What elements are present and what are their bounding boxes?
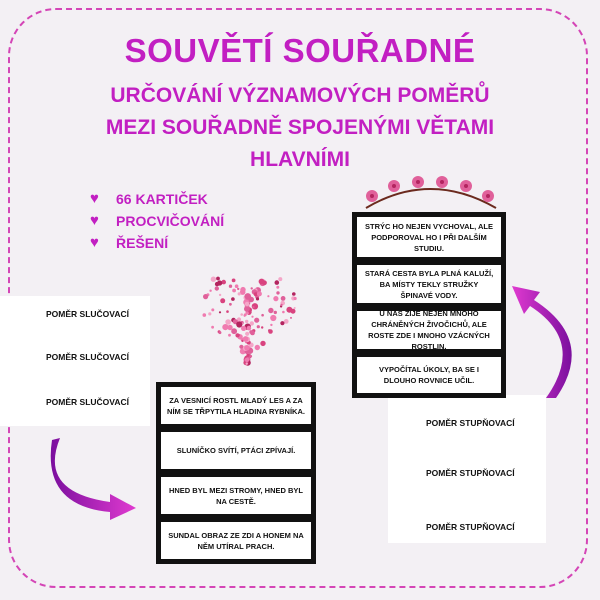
feature-label: PROCVIČOVÁNÍ [116, 213, 225, 229]
blossom-dot [245, 320, 248, 323]
sentence-card: STARÁ CESTA BYLA PLNÁ KALUŽÍ, BA MÍSTY TEKLY STRUŽKY ŠPINAVÉ VODY. [352, 260, 506, 308]
sentence-card: U NÁS ŽIJE NEJEN MNOHO CHRÁNĚNÝCH ŽIVOČICHŮ, ALE ROSTE ZDE I MNOHO VZÁCNÝCH ROSTLIN. [352, 306, 506, 354]
blossom-dot [217, 280, 222, 285]
blossom-dot [250, 331, 255, 336]
blossom-dot [270, 315, 276, 321]
blossom-dot [260, 341, 265, 346]
curved-arrow-icon [500, 282, 580, 402]
blossom-dot [216, 277, 220, 281]
blossom-dot [226, 310, 229, 313]
blossom-dot [232, 289, 236, 293]
blossom-dot [273, 296, 278, 301]
feature-label: ŘEŠENÍ [116, 235, 169, 251]
page-title: SOUVĚTÍ SOUŘADNÉ [124, 32, 476, 69]
blossom-dot [254, 318, 259, 323]
blossom-dot [237, 288, 239, 290]
blossom-dot [219, 294, 221, 296]
page-subtitle [60, 80, 540, 176]
sentence-card: VYPOČÍTAL ÚKOLY, BA SE I DLOUHO ROVNICE UČIL. [352, 352, 506, 398]
blossom-dot [215, 286, 219, 290]
blossom-dot [256, 297, 259, 300]
heart-icon: ♥ [90, 190, 99, 207]
blossom-dot [276, 286, 279, 289]
blossom-dot [268, 308, 273, 313]
blossom-dot [247, 326, 252, 331]
sentence-card: ZA VESNICÍ ROSTL MLADÝ LES A ZA NÍM SE TŘPYTILA HLADINA RYBNÍKA. [156, 382, 316, 429]
blossom-dot [243, 336, 249, 342]
subtitle-line: MEZI SOUŘADNĚ SPOJENÝMI VĚTAMI [105, 116, 495, 139]
sentence-card: SLUNÍČKO SVÍTÍ, PTÁCI ZPÍVAJÍ. [156, 427, 316, 474]
blossom-dot [218, 331, 221, 334]
feature-item [90, 188, 224, 210]
blossom-dot [268, 329, 273, 334]
blossom-dot [232, 279, 236, 283]
blossom-dot [219, 311, 221, 313]
blossom-dot [270, 324, 272, 326]
blossom-dot [248, 297, 254, 303]
subtitle-line: HLAVNÍMI [250, 148, 350, 171]
blossom-dot [238, 292, 241, 295]
blossom-dot [294, 307, 296, 309]
flower-arch-icon [358, 172, 503, 214]
blossom-dot [203, 294, 208, 299]
blossom-dot [249, 355, 252, 358]
blossom-dot [240, 313, 243, 316]
heart-icon: ♥ [90, 212, 99, 229]
blossom-dot [245, 296, 248, 299]
subtitle-line: URČOVÁNÍ VÝZNAMOVÝCH POMĚRŮ [110, 84, 490, 107]
blossom-dot [244, 306, 250, 312]
blossom-dot [229, 285, 232, 288]
blossom-dot [228, 334, 231, 337]
blossom-dot [281, 296, 286, 301]
blossom-dot [278, 277, 282, 281]
blossom-dot [211, 308, 214, 311]
blossom-dot [203, 313, 207, 317]
blossom-dot [257, 291, 262, 296]
blossom-dot [290, 317, 292, 319]
feature-item [90, 232, 224, 254]
blossom-dot [246, 312, 248, 314]
blossom-dot [280, 321, 284, 325]
blossom-dot [225, 319, 231, 325]
answer-label: POMĚR STUPŇOVACÍ [426, 418, 515, 428]
answer-label: POMĚR SLUČOVACÍ [46, 309, 129, 319]
blossom-dot [275, 280, 280, 285]
blossom-dot [276, 291, 279, 294]
blossom-dot [244, 313, 247, 316]
answer-label: POMĚR STUPŇOVACÍ [426, 522, 515, 532]
sentence-card: SUNDAL OBRAZ ZE ZDI A HONEM NA NĚM UTÍRAL PRACH. [156, 517, 316, 564]
blossom-dot [291, 309, 296, 314]
answer-label: POMĚR SLUČOVACÍ [46, 352, 129, 362]
curved-arrow-icon [40, 432, 150, 522]
blossom-dot [245, 302, 250, 307]
blossom-dot [235, 284, 239, 288]
blossom-dot [250, 321, 254, 325]
answer-label: POMĚR STUPŇOVACÍ [426, 468, 515, 478]
blossom-dot [231, 297, 235, 301]
blossom-dot [251, 316, 253, 318]
card-column-center [156, 382, 316, 564]
blossom-dot [294, 297, 297, 300]
answer-panel-left [0, 296, 150, 426]
blossom-dot [252, 306, 254, 308]
blossom-dot [236, 321, 242, 327]
feature-item [90, 210, 224, 232]
blossom-dot [267, 295, 269, 297]
blossom-dot [245, 358, 250, 363]
blossom-dot [244, 345, 250, 351]
blossom-dot [261, 326, 263, 328]
blossom-dot [208, 312, 211, 315]
blossom-dot [211, 326, 214, 329]
blossom-dot [255, 345, 260, 350]
answer-panel-right [388, 395, 546, 543]
blossom-dot [259, 279, 265, 285]
feature-label: 66 KARTIČEK [116, 191, 208, 207]
blossom-dot [229, 303, 232, 306]
blossom-dot [235, 333, 239, 337]
feature-list [90, 188, 224, 254]
answer-label: POMĚR SLUČOVACÍ [46, 397, 129, 407]
blossom-dot [274, 311, 277, 314]
sentence-card: STRÝC HO NEJEN VYCHOVAL, ALE PODPOROVAL HO I PŘI DALŠÍM STUDIU. [352, 212, 506, 262]
flower-heart-icon [192, 270, 302, 370]
blossom-dot [282, 311, 285, 314]
blossom-dot [246, 363, 248, 365]
blossom-dot [284, 319, 289, 324]
blossom-dot [220, 298, 225, 303]
blossom-dot [245, 332, 249, 336]
blossom-dot [231, 328, 237, 334]
heart-icon: ♥ [90, 234, 99, 251]
blossom-dot [280, 304, 282, 306]
sentence-card: HNED BYL MEZI STROMY, HNED BYL NA CESTĚ. [156, 472, 316, 519]
blossom-dot [209, 290, 211, 292]
card-column-right [352, 212, 506, 398]
blossom-dot [251, 287, 253, 289]
blossom-dot [257, 325, 260, 328]
blossom-dot [261, 314, 264, 317]
blossom-dot [211, 277, 216, 282]
blossom-dot [241, 326, 246, 331]
blossom-dot [292, 292, 296, 296]
